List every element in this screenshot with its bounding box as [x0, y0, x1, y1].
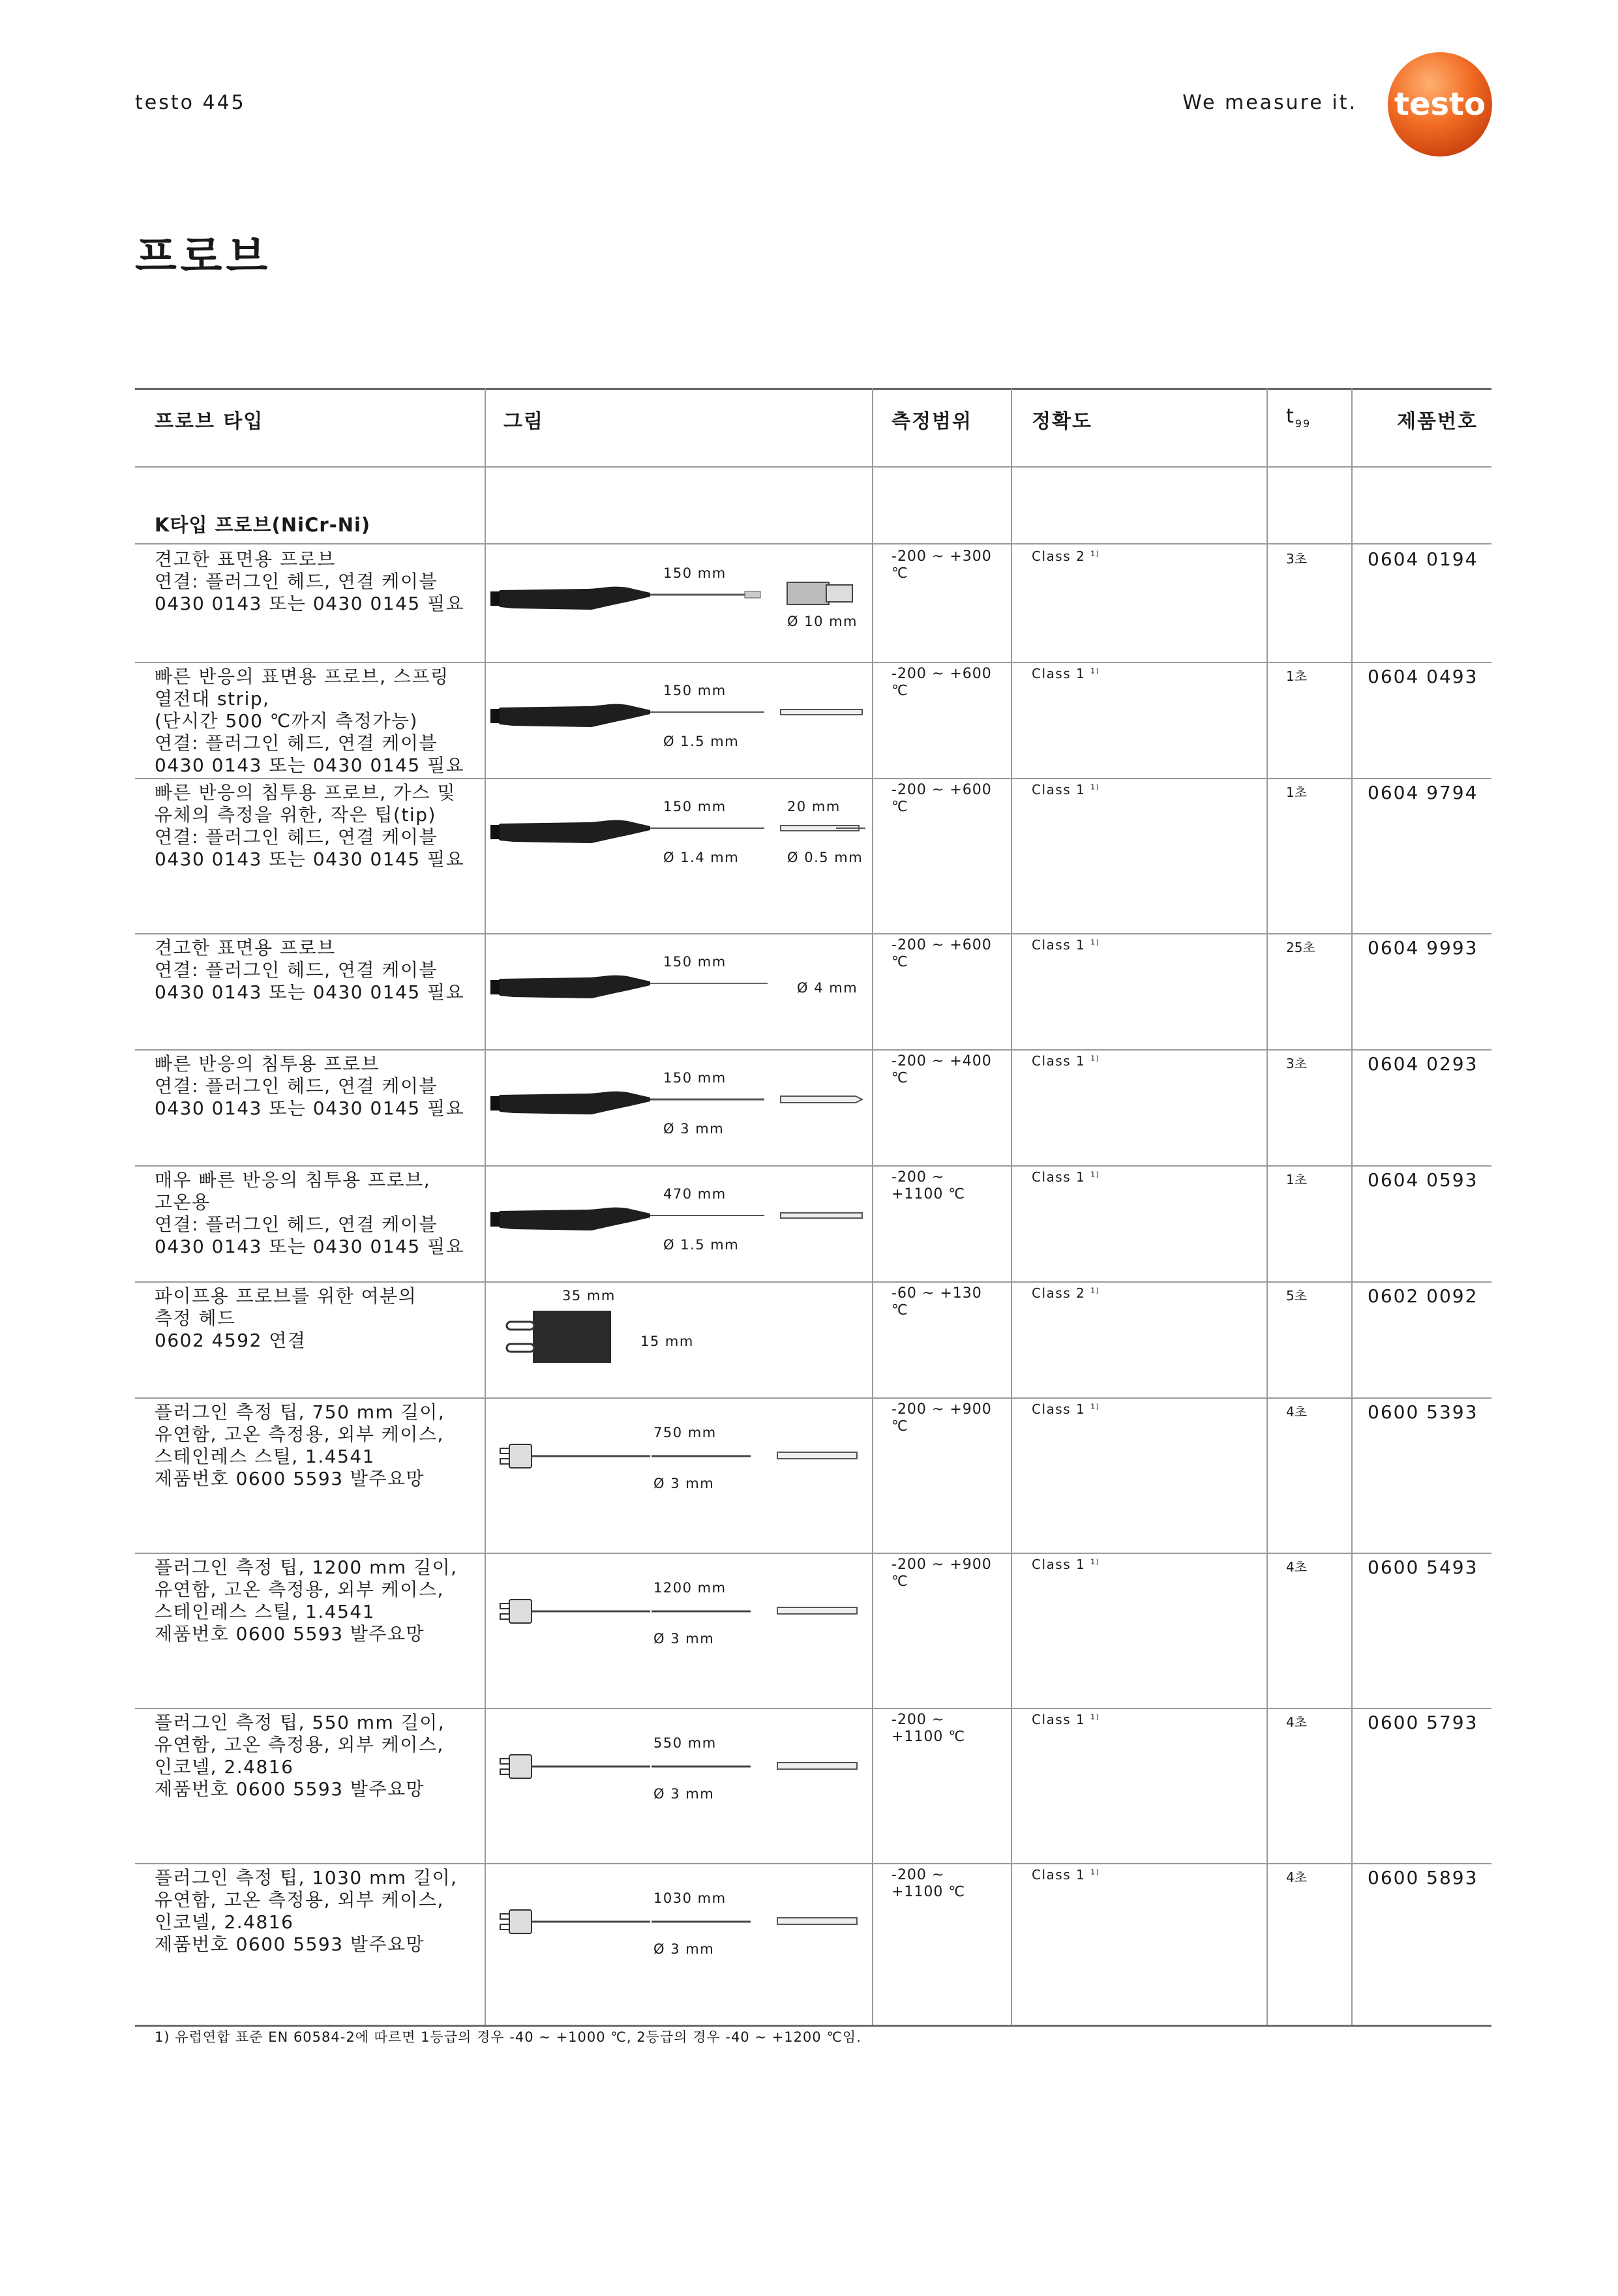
measuring-range: [891, 1285, 1022, 1319]
dimension-label: 150 mm: [663, 683, 727, 698]
description-line: 플러그인 측정 팁, 1030 mm 길이,: [155, 1867, 458, 1888]
description-line: 인코넬, 2.4816: [155, 1756, 294, 1778]
measuring-range: [891, 1053, 1022, 1087]
probe-description: [155, 1712, 481, 1800]
probe-handle-cap: [490, 591, 500, 606]
probe-image: [487, 662, 872, 778]
accuracy-footnote-ref: 1): [1090, 1712, 1100, 1722]
col-header-accuracy: 정확도: [1032, 410, 1092, 433]
description-line: 파이프용 프로브를 위한 여분의: [155, 1285, 417, 1307]
table-row: [135, 662, 1491, 779]
accuracy-class: Class 1: [1032, 1169, 1086, 1185]
probe-head-pin: [507, 1344, 534, 1352]
range-line: -200 ~ +600: [891, 937, 992, 953]
probe-handle: [497, 587, 650, 610]
description-line: 인코넬, 2.4816: [155, 1911, 294, 1933]
probe-handle: [497, 704, 650, 727]
description-line: 유연함, 고온 측정용, 외부 케이스,: [155, 1579, 444, 1600]
probe-description: [155, 937, 481, 1004]
probe-description: [155, 1285, 481, 1352]
description-line: 유체의 측정을 위한, 작은 팁(tip): [155, 804, 436, 826]
range-line: -200 ~ +400: [891, 1053, 992, 1069]
response-time: 4초: [1286, 1559, 1308, 1575]
description-line: 빠른 반응의 침투용 프로브, 가스 및: [155, 782, 457, 803]
probe-drawing: [487, 1165, 872, 1281]
accuracy-class: Class 1: [1032, 666, 1086, 681]
description-line: 제품번호 0600 5593 발주요망: [155, 1623, 425, 1645]
description-line: 연결: 플러그인 헤드, 연결 케이블: [155, 826, 438, 848]
table-row: [135, 1397, 1491, 1554]
measuring-range: [891, 548, 1022, 582]
part-number: 0600 5393: [1368, 1401, 1478, 1423]
dimension-label: Ø 1.4 mm: [663, 850, 740, 865]
part-number: 0604 0593: [1368, 1169, 1478, 1191]
probe-plate: [787, 582, 829, 604]
dimension-label: 150 mm: [663, 954, 727, 970]
response-time: 1초: [1286, 668, 1308, 684]
description-line: 측정 헤드: [155, 1307, 236, 1329]
table-row: [135, 778, 1491, 934]
probe-drawing: [487, 1397, 872, 1513]
measuring-range: [891, 666, 1022, 700]
range-line: -200 ~ +600: [891, 666, 992, 682]
dimension-label: Ø 1.5 mm: [663, 734, 740, 749]
probe-tip: [781, 1213, 862, 1218]
probe-head-pin: [507, 1322, 534, 1330]
accuracy-class: Class 1: [1032, 1053, 1086, 1069]
probe-description: [155, 548, 481, 615]
range-line: +1100 ℃: [891, 1186, 966, 1202]
accuracy-class: Class 2: [1032, 548, 1086, 564]
probe-drawing: [487, 1708, 872, 1824]
testo-logo: [1386, 51, 1493, 158]
range-line: ℃: [891, 954, 908, 970]
range-line: ℃: [891, 1418, 908, 1435]
accuracy-footnote-ref: 1): [1090, 1868, 1100, 1877]
description-line: 0602 4592 연결: [155, 1330, 307, 1351]
col-header-type: 프로브 타입: [155, 410, 264, 433]
col-divider: [485, 388, 486, 2025]
part-number: 0600 5793: [1368, 1712, 1478, 1733]
measuring-range: [891, 1712, 1022, 1746]
table-row: [135, 1708, 1491, 1864]
probe-drawing: [487, 662, 872, 778]
probe-sheath: [777, 1607, 857, 1614]
response-time: 1초: [1286, 1172, 1308, 1187]
response-time: 1초: [1286, 784, 1308, 800]
probe-sheath: [777, 1452, 857, 1459]
table-row: [135, 1281, 1491, 1399]
probe-image: [487, 933, 872, 1049]
probe-image: [487, 1281, 872, 1397]
description-line: 플러그인 측정 팁, 1200 mm 길이,: [155, 1557, 458, 1578]
range-line: ℃: [891, 565, 908, 582]
accuracy-class: Class 1: [1032, 1712, 1086, 1727]
range-line: ℃: [891, 683, 908, 699]
part-number: 0604 0293: [1368, 1053, 1478, 1075]
description-line: (단시간 500 ℃까지 측정가능): [155, 710, 418, 732]
dimension-label: 20 mm: [787, 799, 841, 814]
page-title: 프로브: [135, 231, 272, 282]
description-line: 0430 0143 또는 0430 0145 필요: [155, 981, 465, 1003]
range-line: -200 ~: [891, 1169, 945, 1185]
table-row: [135, 1553, 1491, 1709]
description-line: 0430 0143 또는 0430 0145 필요: [155, 754, 465, 776]
col-divider: [1351, 388, 1353, 2025]
plug-body: [509, 1755, 532, 1778]
range-line: ℃: [891, 1302, 908, 1319]
accuracy: [1032, 1053, 1100, 1069]
range-line: +1100 ℃: [891, 1729, 966, 1745]
accuracy-class: Class 1: [1032, 937, 1086, 953]
range-line: -60 ~ +130: [891, 1285, 982, 1302]
description-line: 매우 빠른 반응의 침투용 프로브,: [155, 1169, 431, 1191]
accuracy-class: Class 1: [1032, 1557, 1086, 1572]
description-line: 빠른 반응의 침투용 프로브: [155, 1053, 380, 1075]
accuracy-footnote-ref: 1): [1090, 783, 1100, 792]
probe-description: [155, 782, 481, 871]
probe-image: [487, 1049, 872, 1165]
col-divider: [1266, 388, 1268, 2025]
probe-description: [155, 1867, 481, 1956]
description-line: 고온용: [155, 1191, 211, 1213]
probe-handle: [497, 1208, 650, 1230]
table-row: [135, 544, 1491, 663]
response-time: 3초: [1286, 551, 1308, 567]
dimension-label: 150 mm: [663, 1070, 727, 1086]
probe-description: [155, 1557, 481, 1645]
table-row: [135, 933, 1491, 1051]
accuracy-class: Class 1: [1032, 1401, 1086, 1417]
col-header-range: 측정범위: [891, 410, 972, 433]
accuracy: [1032, 1401, 1100, 1417]
measuring-range: [891, 1169, 1022, 1203]
dimension-label: 35 mm: [562, 1288, 616, 1304]
probe-image: [487, 1165, 872, 1281]
accuracy: [1032, 782, 1100, 798]
footnote: 1) 유럽연합 표준 EN 60584-2에 따르면 1등급의 경우 -40 ~ +1000 ℃, 2등급의 경우 -40 ~ +1200 ℃임.: [155, 2029, 861, 2045]
description-line: 견고한 표면용 프로브: [155, 937, 336, 959]
dimension-label: 15 mm: [640, 1334, 694, 1349]
probe-handle-cap: [490, 1096, 500, 1111]
dimension-label: Ø 1.5 mm: [663, 1237, 740, 1253]
probe-drawing: [487, 544, 872, 661]
probe-image: [487, 544, 872, 662]
range-line: -200 ~ +600: [891, 782, 992, 798]
accuracy-class: Class 1: [1032, 1867, 1086, 1883]
probe-image: [487, 1397, 872, 1553]
probe-drawing: [487, 1049, 872, 1165]
probe-sheath: [777, 1918, 857, 1924]
probe-handle-cap: [490, 709, 500, 723]
plug-body: [509, 1600, 532, 1623]
description-line: 빠른 반응의 표면용 프로브, 스프링: [155, 666, 449, 687]
range-line: -200 ~ +300: [891, 548, 992, 565]
accuracy-class: Class 2: [1032, 1285, 1086, 1301]
accuracy-footnote-ref: 1): [1090, 1170, 1100, 1179]
range-line: -200 ~ +900: [891, 1557, 992, 1573]
accuracy-footnote-ref: 1): [1090, 1557, 1100, 1566]
probe-image: [487, 1863, 872, 2025]
dimension-label: 1030 mm: [653, 1890, 727, 1906]
dimension-label: Ø 3 mm: [653, 1476, 715, 1491]
dimension-label: 150 mm: [663, 565, 727, 581]
part-number: 0604 0493: [1368, 666, 1478, 687]
description-line: 0430 0143 또는 0430 0145 필요: [155, 593, 465, 614]
probe-image: [487, 1708, 872, 1863]
probe-drawing: [487, 1553, 872, 1669]
dimension-label: Ø 0.5 mm: [787, 850, 863, 865]
probe-handle-cap: [490, 1212, 500, 1227]
range-line: -200 ~: [891, 1712, 945, 1728]
probe-head-body: [533, 1311, 611, 1363]
dimension-label: Ø 3 mm: [653, 1631, 715, 1647]
col-header-part-no: 제품번호: [1397, 410, 1478, 433]
header-product: testo 445: [135, 91, 246, 114]
col-header-t99: [1286, 405, 1311, 430]
probe-image: [487, 1553, 872, 1708]
part-number: 0600 5493: [1368, 1557, 1478, 1578]
probe-tip: [781, 709, 862, 715]
measuring-range: [891, 937, 1022, 971]
dimension-label: 550 mm: [653, 1735, 717, 1751]
description-line: 연결: 플러그인 헤드, 연결 케이블: [155, 571, 438, 592]
probe-image: [487, 778, 872, 933]
description-line: 유연함, 고온 측정용, 외부 케이스,: [155, 1734, 444, 1755]
description-line: 연결: 플러그인 헤드, 연결 케이블: [155, 1214, 438, 1235]
probe-description: [155, 666, 481, 777]
probe-description: [155, 1401, 481, 1490]
dimension-label: Ø 3 mm: [653, 1786, 715, 1802]
range-line: +1100 ℃: [891, 1884, 966, 1900]
t99-sub: 99: [1295, 417, 1311, 430]
probe-plate-end: [826, 585, 852, 602]
description-line: 견고한 표면용 프로브: [155, 548, 336, 570]
response-time: 25초: [1286, 940, 1315, 955]
dimension-label: 1200 mm: [653, 1580, 727, 1596]
description-line: 스테인레스 스틸, 1.4541: [155, 1601, 376, 1622]
probe-handle-cap: [490, 825, 500, 839]
measuring-range: [891, 782, 1022, 816]
header-slogan: We measure it.: [1182, 91, 1357, 114]
range-line: -200 ~: [891, 1867, 945, 1883]
description-line: 제품번호 0600 5593 발주요망: [155, 1778, 425, 1800]
description-line: 연결: 플러그인 헤드, 연결 케이블: [155, 959, 438, 981]
range-line: -200 ~ +900: [891, 1401, 992, 1418]
group-title: K타입 프로브(NiCr-Ni): [155, 514, 371, 536]
description-line: 0430 0143 또는 0430 0145 필요: [155, 1097, 465, 1119]
probe-description: [155, 1169, 481, 1258]
accuracy: [1032, 937, 1100, 953]
part-number: 0604 9993: [1368, 937, 1478, 959]
accuracy-footnote-ref: 1): [1090, 1286, 1100, 1295]
accuracy: [1032, 1169, 1100, 1185]
table-row: [135, 1863, 1491, 2026]
t99-main: t: [1286, 405, 1295, 428]
table-row: [135, 1165, 1491, 1283]
response-time: 3초: [1286, 1056, 1308, 1071]
accuracy-footnote-ref: 1): [1090, 666, 1100, 676]
description-line: 제품번호 0600 5593 발주요망: [155, 1933, 425, 1955]
accuracy-footnote-ref: 1): [1090, 938, 1100, 947]
description-line: 플러그인 측정 팁, 750 mm 길이,: [155, 1401, 445, 1423]
description-line: 스테인레스 스틸, 1.4541: [155, 1446, 376, 1467]
dimension-label: 750 mm: [653, 1425, 717, 1440]
table-row: [135, 1049, 1491, 1167]
accuracy: [1032, 1557, 1100, 1572]
measuring-range: [891, 1867, 1022, 1901]
description-line: 0430 0143 또는 0430 0145 필요: [155, 1236, 465, 1257]
probe-handle: [497, 976, 650, 998]
plug-body: [509, 1444, 532, 1468]
table-header: [135, 388, 1491, 468]
description-line: 유연함, 고온 측정용, 외부 케이스,: [155, 1889, 444, 1911]
description-line: 연결: 플러그인 헤드, 연결 케이블: [155, 732, 438, 754]
col-divider: [1011, 388, 1012, 2025]
dimension-label: Ø 3 mm: [653, 1941, 715, 1957]
description-line: 제품번호 0600 5593 발주요망: [155, 1468, 425, 1489]
probe-handle: [497, 820, 650, 843]
range-line: ℃: [891, 1573, 908, 1590]
accuracy: [1032, 1285, 1100, 1301]
description-line: 0430 0143 또는 0430 0145 필요: [155, 848, 465, 870]
accuracy: [1032, 1867, 1100, 1883]
col-divider: [872, 388, 873, 2025]
description-line: 연결: 플러그인 헤드, 연결 케이블: [155, 1075, 438, 1097]
response-time: 4초: [1286, 1404, 1308, 1420]
probe-description: [155, 1053, 481, 1120]
response-time: 5초: [1286, 1288, 1308, 1304]
col-header-image: 그림: [503, 410, 544, 433]
probe-drawing: [487, 1863, 872, 1979]
logo-text: testo: [1394, 86, 1486, 123]
probe-tip: [745, 591, 760, 598]
part-number: 0600 5893: [1368, 1867, 1478, 1888]
dimension-label: 470 mm: [663, 1186, 727, 1202]
accuracy-class: Class 1: [1032, 782, 1086, 798]
part-number: 0604 9794: [1368, 782, 1478, 803]
accuracy-footnote-ref: 1): [1090, 549, 1100, 558]
description-line: 유연함, 고온 측정용, 외부 케이스,: [155, 1424, 444, 1445]
range-line: ℃: [891, 799, 908, 815]
dimension-label: Ø 3 mm: [663, 1121, 725, 1137]
accuracy-footnote-ref: 1): [1090, 1054, 1100, 1063]
measuring-range: [891, 1401, 1022, 1435]
accuracy: [1032, 548, 1100, 564]
probe-drawing: [487, 778, 872, 894]
measuring-range: [891, 1557, 1022, 1590]
probe-tip: [781, 1096, 862, 1103]
probe-handle-cap: [490, 980, 500, 994]
dimension-label: Ø 4 mm: [797, 980, 858, 996]
part-number: 0602 0092: [1368, 1285, 1478, 1307]
part-number: 0604 0194: [1368, 548, 1478, 570]
dimension-label: 150 mm: [663, 799, 727, 814]
accuracy-footnote-ref: 1): [1090, 1402, 1100, 1411]
description-line: 플러그인 측정 팁, 550 mm 길이,: [155, 1712, 445, 1733]
probe-handle: [497, 1092, 650, 1114]
dimension-label: Ø 10 mm: [787, 614, 858, 629]
range-line: ℃: [891, 1070, 908, 1086]
accuracy: [1032, 1712, 1100, 1727]
description-line: 열전대 strip,: [155, 688, 270, 709]
probe-sheath: [777, 1763, 857, 1769]
response-time: 4초: [1286, 1870, 1308, 1885]
plug-body: [509, 1910, 532, 1933]
accuracy: [1032, 666, 1100, 681]
response-time: 4초: [1286, 1714, 1308, 1730]
